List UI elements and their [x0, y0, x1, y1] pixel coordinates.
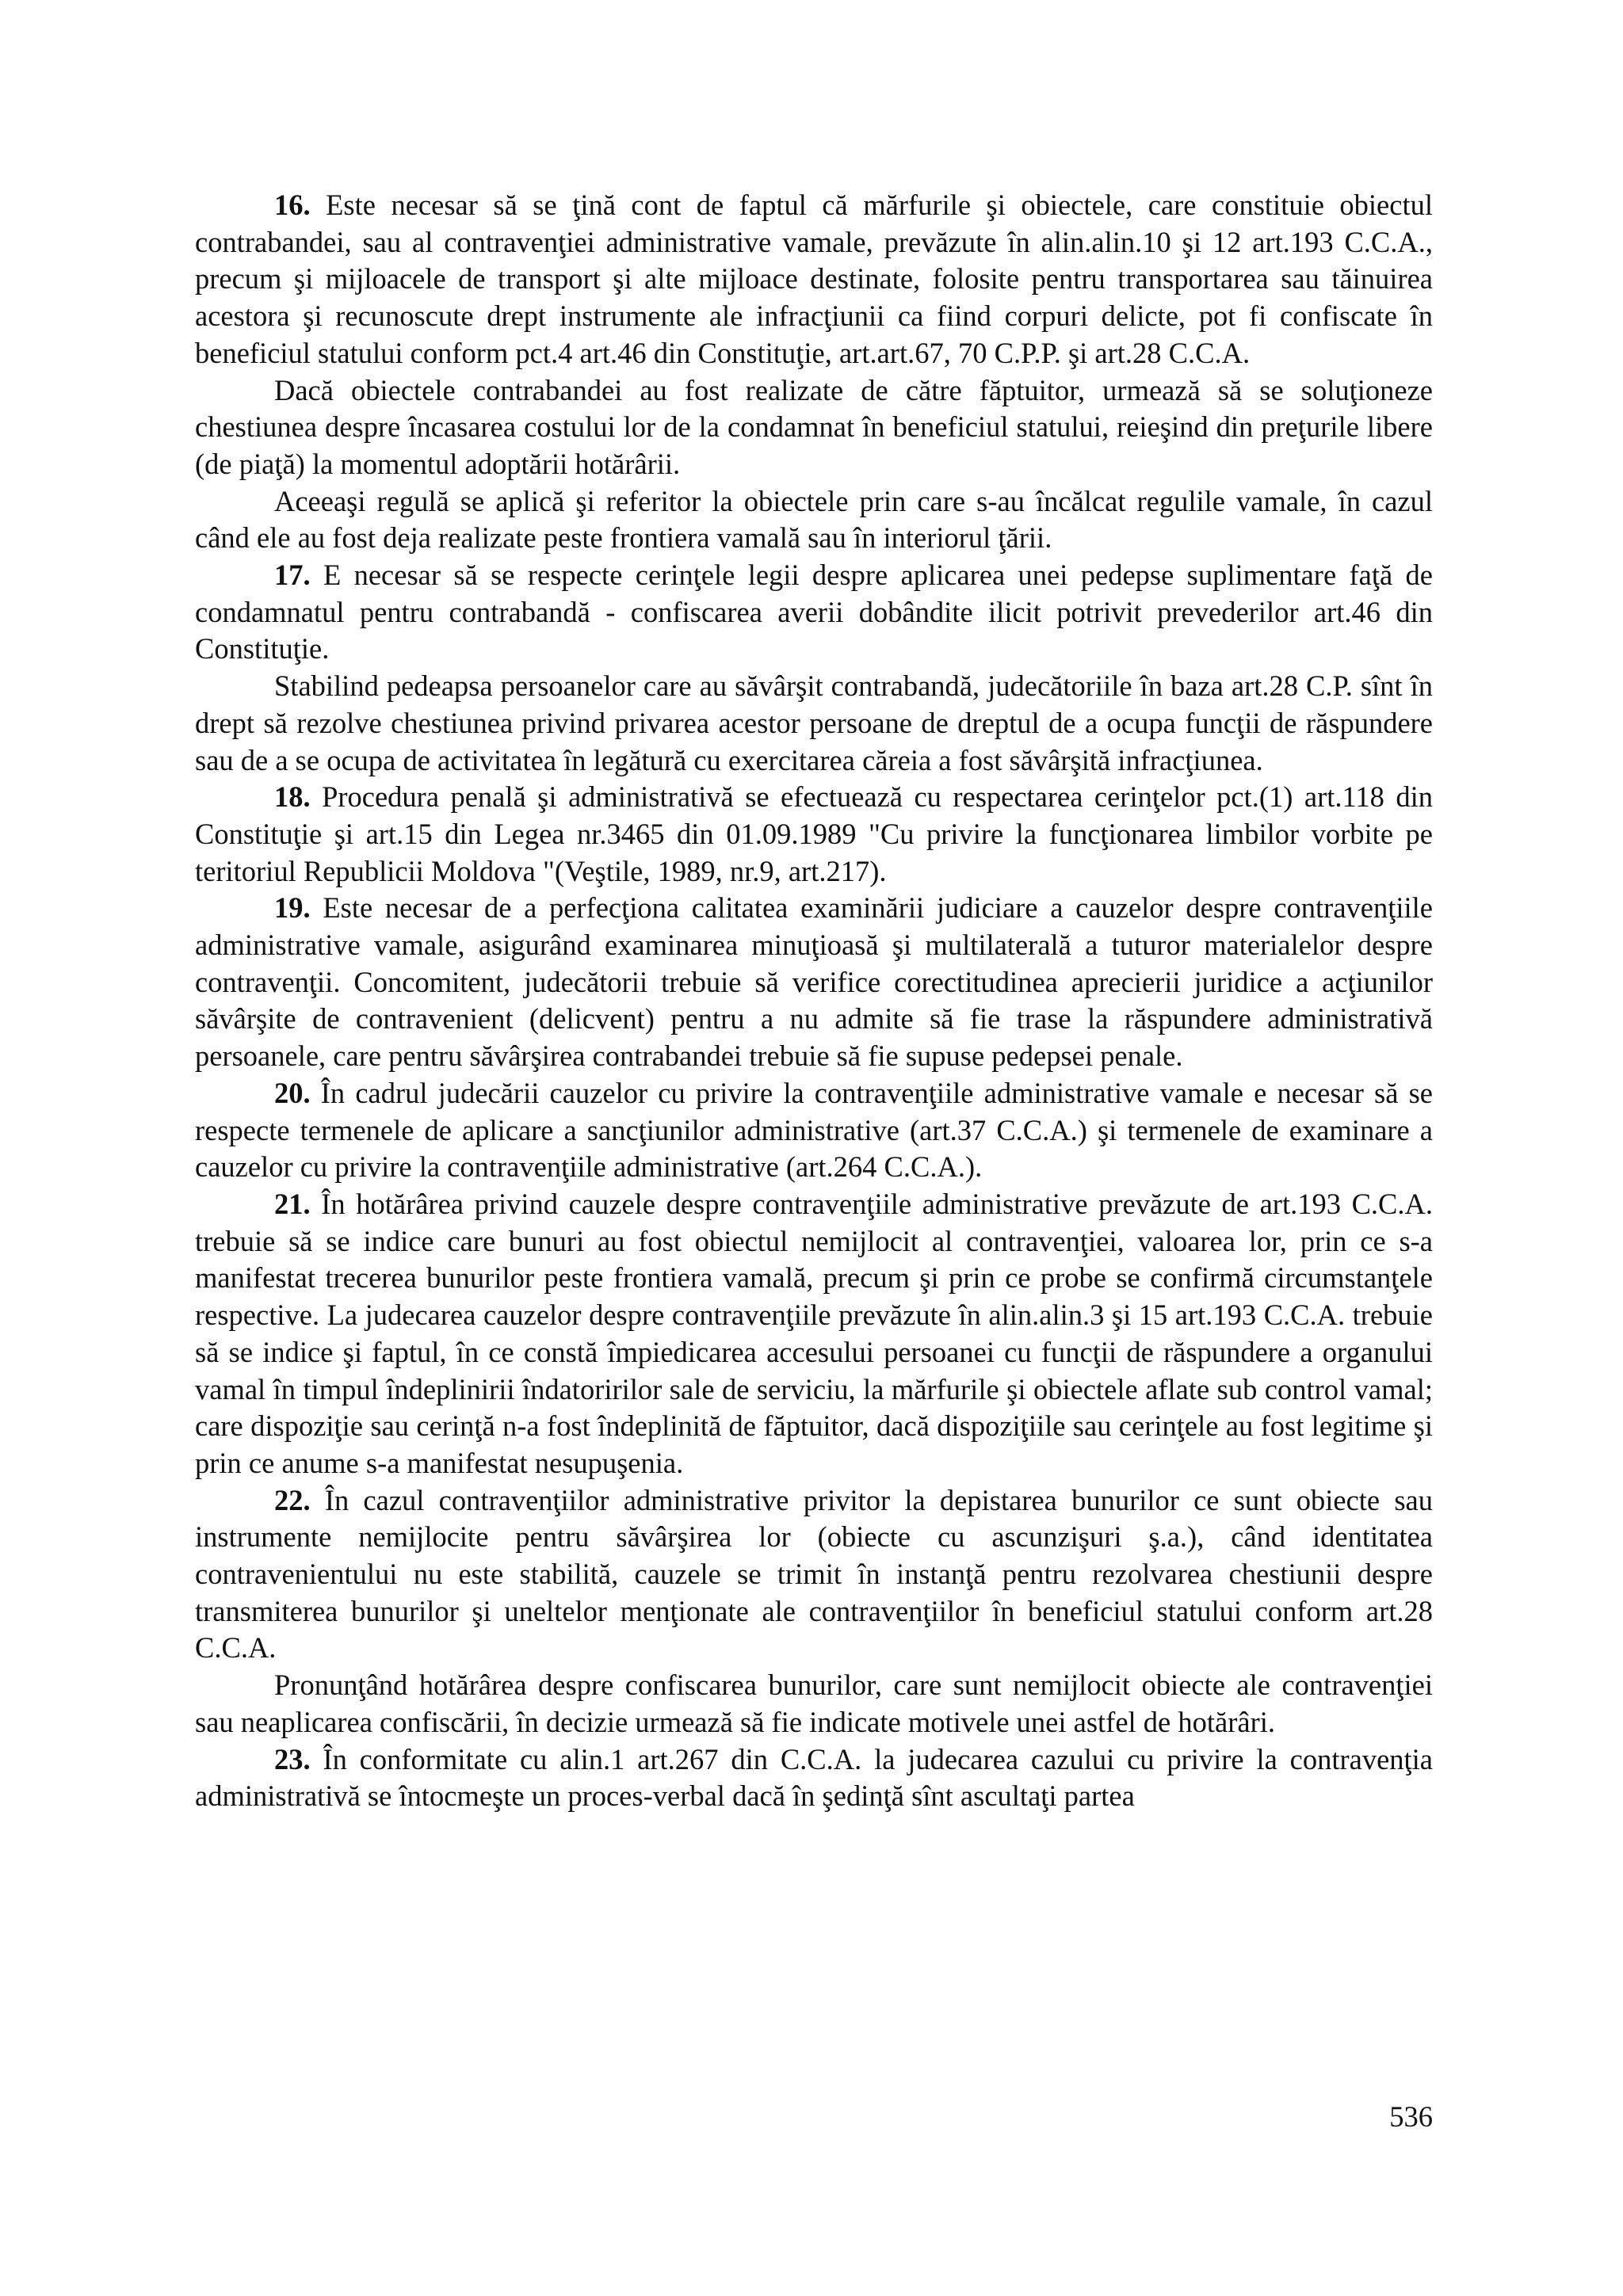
paragraph-text: Procedura penală şi administrativă se efectuează cu respectarea cerinţelor pct.(1) art.118 din Constituţie şi art.15 din Legea nr.3465 din 01.09.1989 "Cu privire la funcţionarea limbilor vorbite pe teritoriul Republicii Moldova "(Veştile, 1989, nr.9, art.217).	[195, 780, 1433, 887]
paragraph-19	[195, 890, 1433, 1075]
paragraph-number: 16.	[274, 189, 311, 221]
paragraph-23	[195, 1741, 1433, 1815]
paragraph-16	[195, 187, 1433, 372]
paragraph-21	[195, 1186, 1433, 1482]
paragraph-text: Este necesar să se ţină cont de faptul că mărfurile şi obiectele, care constituie obiectul contrabandei, sau al contravenţiei administrative vamale, prevăzute în alin.alin.10 şi 12 art.193 C.C.A., precum şi mijloacele de transport şi alte mijloace destinate, folosite pentru transportarea sau tăinuirea acestora şi recunoscute drept instrumente ale infracţiunii ca fiind corpuri delicte, pot fi confiscate în beneficiul statului conform pct.4 art.46 din Constituţie, art.art.67, 70 C.P.P. şi art.28 C.C.A.	[195, 189, 1433, 369]
paragraph-text: Este necesar de a perfecţiona calitatea examinării judiciare a cauzelor despre contravenţiile administrative vamale, asigurând examinarea minuţioasă şi multilaterală a tuturor materialelor despre contravenţii. Concomitent, judecătorii trebuie să verifice corectitudinea aprecierii juridice a acţiunilor săvârşite de contravenient (delicvent) pentru a nu admite să fie trase la răspundere administrativă persoanele, care pentru săvârşirea contrabandei trebuie să fie supuse pedepsei penale.	[195, 891, 1433, 1073]
paragraph-text: În cazul contravenţiilor administrative privitor la depistarea bunurilor ce sunt obiecte sau instrumente nemijlocite pentru săvârşirea lor (obiecte cu ascunzişuri ş.a.), când identitatea contravenientului nu este stabilită, cauzele se trimit în instanţă pentru rezolvarea chestiunii despre transmiterea bunurilor şi uneltelor menţionate ale contravenţiilor în beneficiul statului conform art.28 C.C.A.	[195, 1483, 1433, 1665]
paragraph-17-penalty	[195, 668, 1433, 779]
paragraph-text: Stabilind pedeapsa persoanelor care au săvârşit contrabandă, judecătoriile în baza art.28 C.P. sînt în drept să rezolve chestiunea privind privarea acestor persoane de dreptul de a ocupa funcţii de răspundere sau de a se ocupa de activitatea în legătură cu exercitarea căreia a fost săvârşită infracţiunea.	[195, 669, 1433, 776]
paragraph-16-same-rule	[195, 483, 1433, 557]
paragraph-text: În conformitate cu alin.1 art.267 din C.C.A. la judecarea cazului cu privire la contravenţia administrativă se întocmeşte un proces-verbal dacă în şedinţă sînt ascultaţi partea	[195, 1742, 1433, 1813]
paragraph-text: Pronunţând hotărârea despre confiscarea bunurilor, care sunt nemijlocit obiecte ale contravenţiei sau neaplicarea confiscării, în decizie urmează să fie indicate motivele unei astfel de hotărâri.	[195, 1669, 1433, 1738]
paragraph-17	[195, 557, 1433, 668]
page-number: 536	[1389, 2100, 1433, 2133]
paragraph-text: În cadrul judecării cauzelor cu privire la contravenţiile administrative vamale e necesar să se respecte termenele de aplicare a sancţiunilor administrative (art.37 C.C.A.) şi termenele de examinare a cauzelor cu privire la contravenţiile administrative (art.264 C.C.A.).	[195, 1076, 1433, 1184]
paragraph-number: 19.	[274, 891, 311, 925]
paragraph-22	[195, 1482, 1433, 1668]
paragraph-20	[195, 1075, 1433, 1186]
paragraph-18	[195, 779, 1433, 890]
paragraph-number: 21.	[274, 1187, 311, 1220]
paragraph-text: E necesar să se respecte cerinţele legii despre aplicarea unei pedepse suplimentare faţă de condamnatul pentru contrabandă - confiscarea averii dobândite ilicit potrivit prevederilor art.46 din Constituţie.	[195, 559, 1433, 666]
paragraph-number: 22.	[274, 1483, 311, 1516]
paragraph-number: 17.	[274, 559, 311, 592]
paragraph-text: În hotărârea privind cauzele despre contravenţiile administrative prevăzute de art.193 C.C.A. trebuie să se indice care bunuri au fost obiectul nemijlocit al contravenţiei, valoarea lor, prin ce s-a manifestat trecerea bunurilor peste frontiera vamală, precum şi prin ce probe se confirmă circumstanţele respective. La judecarea cauzelor despre contravenţiile prevăzute în alin.alin.3 şi 15 art.193 C.C.A. trebuie să se indice şi faptul, în ce constă împiedicarea accesului persoanei cu funcţii de răspundere a organului vamal în timpul îndeplinirii îndatoririlor sale de serviciu, la mărfurile şi obiectele aflate sub control vamal; care dispoziţie sau cerinţă n-a fost îndeplinită de făptuitor, dacă dispoziţiile sau cerinţele au fost legitime şi prin ce anume s-a manifestat nesupuşenia.	[195, 1187, 1433, 1479]
paragraph-number: 18.	[274, 780, 311, 814]
document-body	[195, 187, 1433, 1815]
paragraph-number: 20.	[274, 1076, 311, 1109]
paragraph-16-contraband-sold	[195, 372, 1433, 483]
paragraph-22-confiscation	[195, 1667, 1433, 1741]
paragraph-number: 23.	[274, 1742, 311, 1775]
paragraph-text: Dacă obiectele contrabandei au fost realizate de către făptuitor, urmează să se soluţioneze chestiunea despre încasarea costului lor de la condamnat în beneficiul statului, reieşind din preţurile libere (de piaţă) la momentul adoptării hotărârii.	[195, 373, 1433, 480]
paragraph-text: Aceeaşi regulă se aplică şi referitor la obiectele prin care s-au încălcat regulile vamale, în cazul când ele au fost deja realizate peste frontiera vamală sau în interiorul ţării.	[195, 484, 1433, 555]
